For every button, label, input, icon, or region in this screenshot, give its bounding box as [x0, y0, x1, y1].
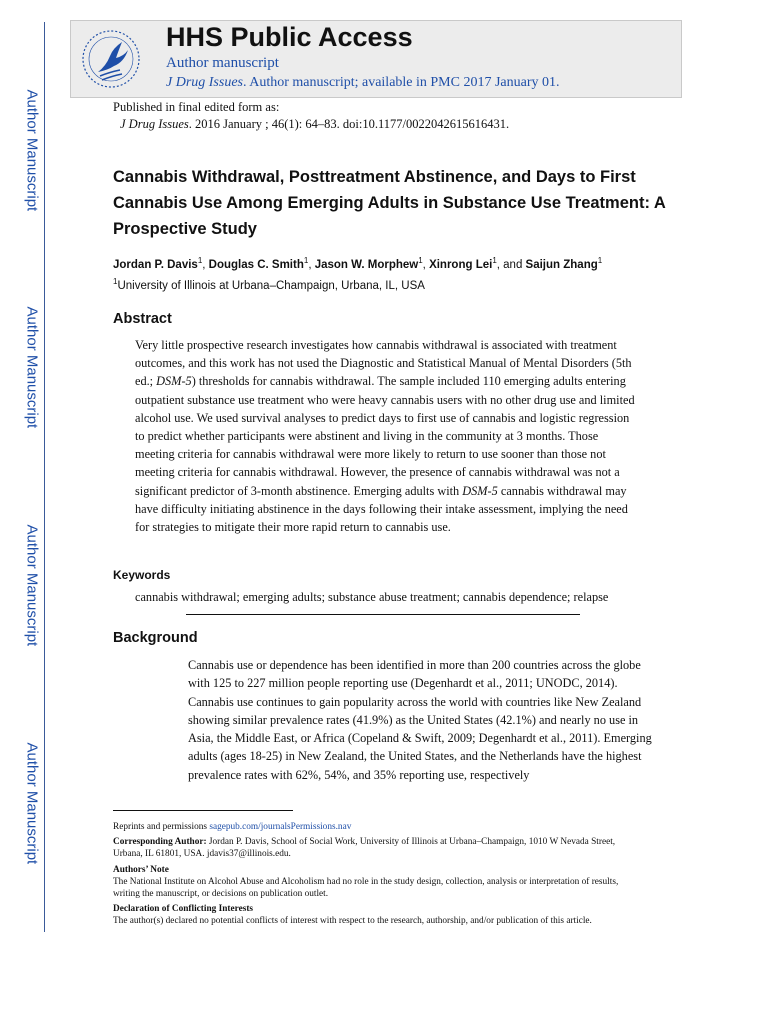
affiliation: [113, 277, 425, 292]
authors-note-text: The National Institute on Alcohol Abuse and Alcoholism had no role in the study design, collection, analysis or interpretation of results, writing the manuscript, or decisions on publication outlet.: [113, 876, 619, 900]
reprints-link[interactable]: sagepub.com/journalsPermissions.nav: [209, 822, 352, 832]
footnote-reprints: [113, 821, 643, 833]
background-text: Cannabis use or dependence has been identified in more than 200 countries across the globe with 125 to 227 million people reporting use (Degenhardt et al., 2011; UNODC, 2014). Cannabis use continues to gain popularity across the world with countries like New Zealand showing similar prevalence rates (41.9%) as the United States (42.1%) and nearly no use in Asia, the Middle East, or Africa (Copeland & Swift, 2009; Degenhardt et al., 2011). Emerging adults (ages 18-25) in New Zealand, the United States, and the Netherlands have the highest prevalence rates with 62%, 54%, and 35% reporting use, respectively: [188, 658, 652, 782]
abstract-part: ) thresholds for cannabis withdrawal. The sample included 110 emerging adults entering outpatient substance use treatment who were heavy cannabis users with no other drug use and limited alcohol use. We used survival analyses to predict days to first use of cannabis and logistic regression to predict whether participants were abstinent and living in the community at 3 months. Those meeting criteria for cannabis withdrawal were more likely to return to use sooner than those not meeting criteria for cannabis withdrawal. However, the presence of cannabis withdrawal was not a significant predictor of 3-month abstinence. Emerging adults with: [135, 374, 635, 498]
abstract-text: [135, 336, 635, 536]
corresponding-label: Corresponding Author:: [113, 837, 207, 848]
publication-details: . 2016 January ; 46(1): 64–83. doi:10.1177/0022042615616431.: [188, 117, 510, 131]
footnote-corresponding: [113, 836, 643, 860]
sidebar-rule: [44, 22, 45, 932]
publication-info: [120, 117, 509, 132]
author-sup: 1: [197, 256, 203, 265]
sidebar-label-text: Author Manuscript: [23, 306, 41, 429]
author-separator: ,: [308, 258, 315, 271]
affiliation-text: University of Illinois at Urbana–Champaign, Urbana, IL, USA: [117, 279, 425, 292]
background-heading: Background: [113, 630, 198, 646]
author-name: Douglas C. Smith: [208, 258, 304, 271]
header-subtitle: Author manuscript: [166, 55, 279, 71]
header-title: HHS Public Access: [166, 22, 413, 52]
published-label: Published in final edited form as:: [113, 100, 280, 114]
affiliation-sup: 1: [113, 277, 118, 286]
abstract-emphasis: DSM-5: [156, 374, 192, 389]
author-list: [113, 256, 713, 271]
author-name: Jordan P. Davis: [113, 258, 198, 271]
reprints-label: Reprints and permissions: [113, 822, 210, 832]
abstract-heading: Abstract: [113, 311, 172, 327]
hhs-eagle-seal-icon: [80, 26, 142, 92]
author-name: Jason W. Morphew: [314, 258, 419, 271]
article-title: Cannabis Withdrawal, Posttreatment Abstinence, and Days to First Cannabis Use Among Emerging Adults in Substance Use Treatment: A Prospective Study: [113, 168, 666, 238]
corresponding-text: Jordan P. Davis, School of Social Work, University of Illinois at Urbana–Champaign, 1010 W Nevada Street, Urbana, IL 61801, USA. jdavis37@illinois.edu.: [113, 837, 616, 860]
header-journal-name[interactable]: J Drug Issues: [166, 75, 243, 90]
author-sup: 1: [597, 256, 603, 265]
authors-note-heading: Authors’ Note: [113, 864, 169, 875]
author-name: Xinrong Lei: [429, 258, 493, 271]
author-sup: 1: [303, 256, 309, 265]
abstract-emphasis: DSM-5: [462, 483, 498, 498]
conflict-text: The author(s) declared no potential conflicts of interest with respect to the research, authorship, and/or publication of this article.: [113, 916, 592, 927]
author-separator: , and: [496, 258, 526, 271]
author-separator: ,: [202, 258, 209, 271]
publication-journal: J Drug Issues: [120, 117, 189, 131]
sidebar-label-text: Author Manuscript: [23, 524, 41, 647]
footnotes: [113, 821, 643, 931]
keywords-divider: [186, 614, 580, 615]
keywords-text: cannabis withdrawal; emerging adults; substance abuse treatment; cannabis dependence; relapse: [135, 590, 609, 604]
conflict-heading: Declaration of Conflicting Interests: [113, 904, 254, 915]
keywords-heading: Keywords: [113, 568, 171, 582]
author-name: Saijun Zhang: [525, 258, 598, 271]
sidebar-label-text: Author Manuscript: [23, 89, 41, 212]
sidebar-label-text: Author Manuscript: [23, 742, 41, 865]
header-journal-line: [166, 75, 560, 91]
abstract-part: cannabis withdrawal may have difficulty initiating abstinence in the days following their intake assessment, implying the need for strategies to mitigate their more rapid return to cannabis use.: [135, 483, 628, 535]
footnote-divider: [113, 810, 293, 811]
abstract-part: Very little prospective research investigates how cannabis withdrawal is associated with treatment outcomes, and this work has not used the Diagnostic and Statistical Manual of Mental Disorders (5th ed.;: [135, 338, 632, 389]
author-sup: 1: [492, 256, 497, 265]
author-sup: 1: [418, 256, 423, 265]
author-separator: ,: [422, 258, 430, 271]
header-availability: . Author manuscript; available in PMC 2017 January 01.: [243, 75, 560, 90]
